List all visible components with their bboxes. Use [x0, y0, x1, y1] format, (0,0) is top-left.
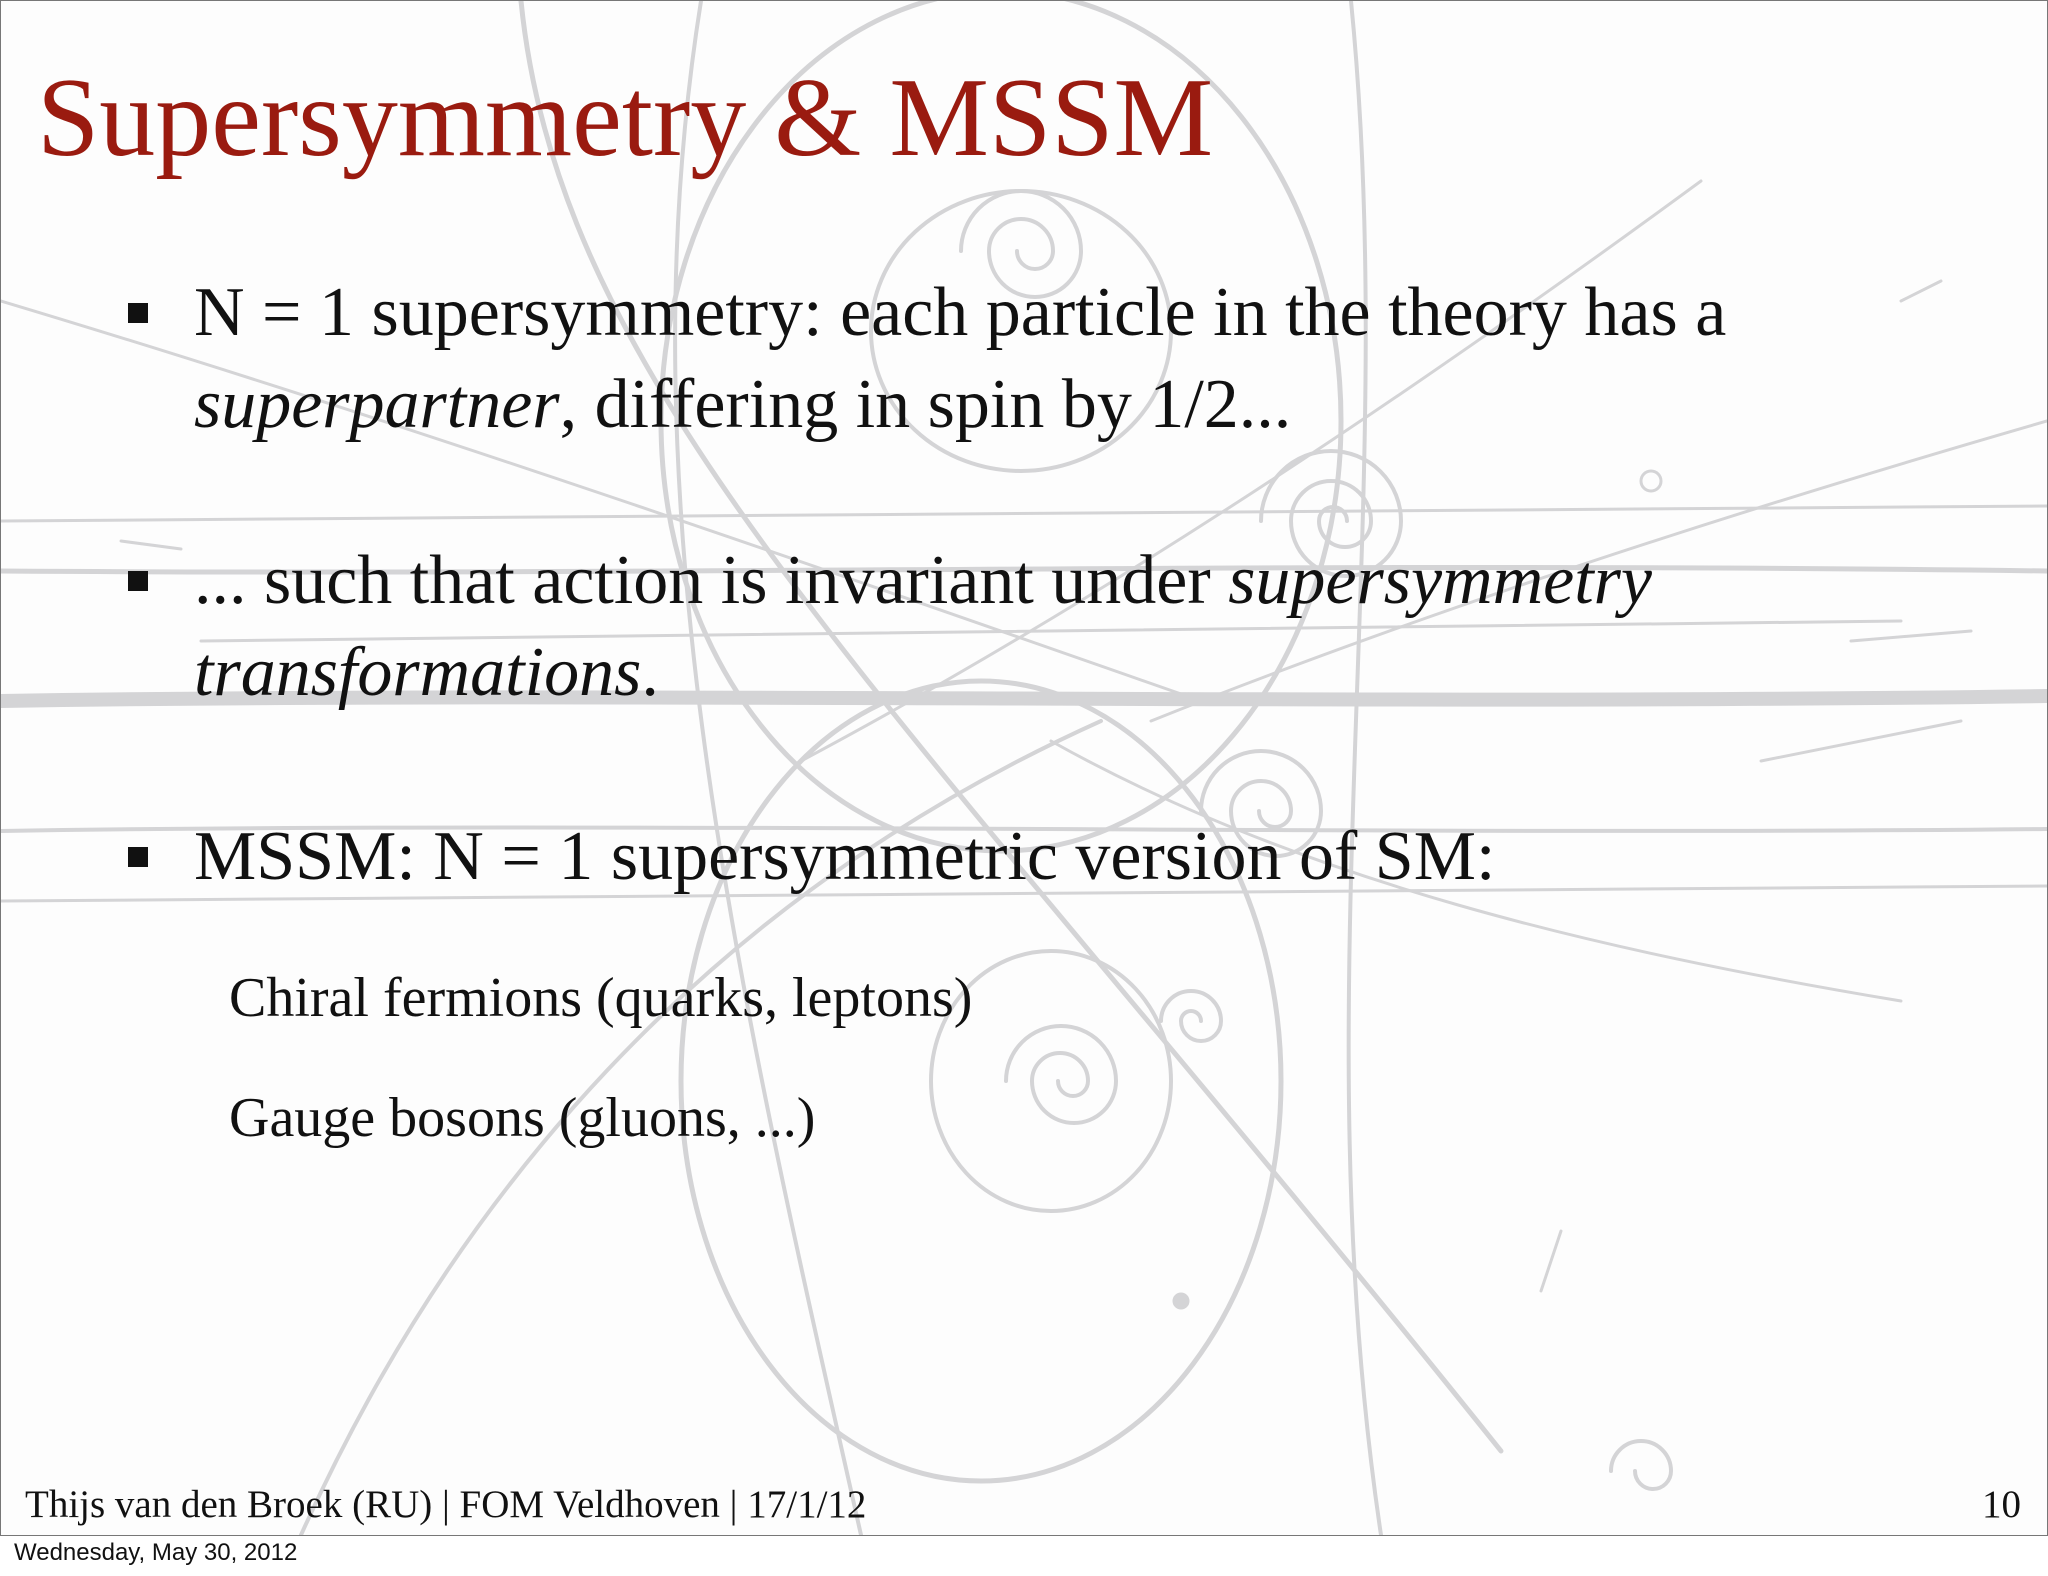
- bubble-chamber-background: [1, 1, 2047, 1535]
- bullet-line: [194, 535, 1652, 627]
- bullet-line-run: N = 1 supersymmetry: each particle in the theory has a: [194, 274, 1727, 351]
- bullet-text: [194, 267, 1726, 451]
- sub-item: Gauge bosons (gluons, ...): [229, 1087, 816, 1149]
- sub-item: Chiral fermions (quarks, leptons): [229, 967, 973, 1029]
- bullet-line: [194, 267, 1726, 359]
- bullet-line-run: .: [641, 634, 659, 711]
- slide-title: Supersymmetry & MSSM: [37, 56, 1214, 180]
- bullet-text: [194, 811, 1495, 903]
- bullet-line-run-italic: supersymmetry: [1228, 542, 1652, 619]
- bullet-marker: [128, 847, 148, 867]
- bullet-line: [194, 811, 1495, 903]
- bullet-line-run-italic: superpartner: [194, 366, 560, 443]
- bullet-marker: [128, 303, 148, 323]
- bullet-line-run: MSSM: N = 1 supersymmetric version of SM:: [194, 818, 1496, 895]
- bullet-marker: [128, 571, 148, 591]
- bullet-line-run: , differing in spin by 1/2...: [559, 366, 1292, 443]
- bullet-line-run: ... such that action is invariant under: [194, 542, 1229, 619]
- page-number: 10: [1982, 1483, 2021, 1526]
- bullet-line: [194, 359, 1726, 451]
- bullet-line: [194, 627, 1652, 719]
- bullet-line-run-italic: transformations: [194, 634, 642, 711]
- bullet-text: [194, 535, 1652, 719]
- slide-footer: Thijs van den Broek (RU) | FOM Veldhoven | 17/1/12: [25, 1483, 867, 1526]
- print-date: Wednesday, May 30, 2012: [14, 1539, 298, 1566]
